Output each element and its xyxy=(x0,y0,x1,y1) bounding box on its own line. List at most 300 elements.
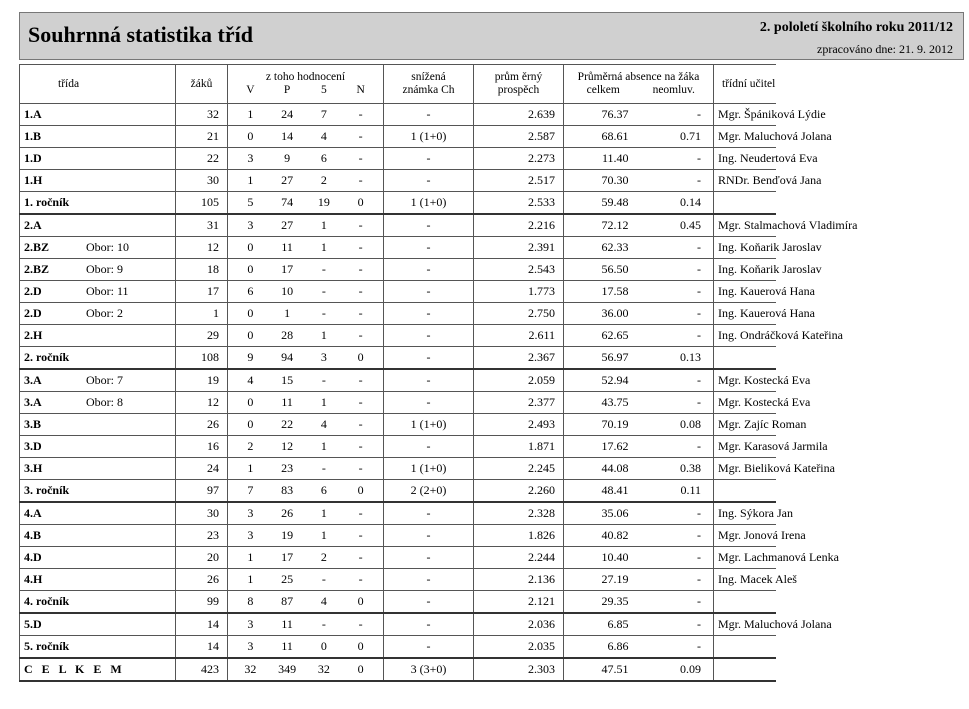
reduced-grade: 1 (1+0) xyxy=(410,194,447,209)
average-cell xyxy=(474,658,564,681)
grade-n: - xyxy=(358,460,363,475)
header-average-line2: prospěch xyxy=(497,84,540,96)
class-cell xyxy=(20,126,176,148)
absence-unexcused: - xyxy=(697,571,701,586)
teacher-cell xyxy=(714,458,835,480)
average-grade: 2.303 xyxy=(528,661,555,676)
class-name: 2.D xyxy=(24,283,42,298)
reduced-grade: - xyxy=(426,638,431,653)
reduced-grade-cell xyxy=(384,636,474,659)
grades-cell xyxy=(228,591,384,614)
absence-total: 70.19 xyxy=(601,416,629,431)
grade-counts xyxy=(232,174,379,187)
absence-values xyxy=(568,551,709,564)
students-cell xyxy=(176,170,228,192)
grade-f: 1 xyxy=(320,505,327,520)
class-teacher: Mgr. Jonová Irena xyxy=(718,527,806,542)
year-summary-row xyxy=(20,192,776,215)
average-grade: 2.391 xyxy=(528,239,555,254)
reduced-grade-cell xyxy=(384,259,474,281)
class-name: 3.D xyxy=(24,438,42,453)
grade-p: 23 xyxy=(281,460,294,475)
absence-cell xyxy=(564,658,714,681)
absence-values xyxy=(568,663,709,676)
absence-cell xyxy=(564,126,714,148)
students-cell xyxy=(176,613,228,636)
grade-p: 19 xyxy=(281,527,294,542)
absence-unexcused: - xyxy=(697,172,701,187)
average-grade: 2.533 xyxy=(528,194,555,209)
absence-unexcused: - xyxy=(697,549,701,564)
students-cell xyxy=(176,259,228,281)
header-absence-total: celkem xyxy=(586,84,620,96)
reduced-grade: - xyxy=(426,239,431,254)
grade-counts xyxy=(232,241,379,254)
average-cell xyxy=(474,325,564,347)
grade-n: - xyxy=(358,327,363,342)
grade-v: 3 xyxy=(247,505,254,520)
grade-p: 94 xyxy=(281,349,294,364)
class-cell xyxy=(20,525,176,547)
grade-n: - xyxy=(358,616,363,631)
students-count: 30 xyxy=(207,172,219,187)
students-count: 32 xyxy=(207,106,219,121)
absence-values xyxy=(568,418,709,431)
reduced-grade-cell xyxy=(384,126,474,148)
grade-n: - xyxy=(358,394,363,409)
average-grade: 1.871 xyxy=(528,438,555,453)
teacher-cell xyxy=(714,480,776,503)
reduced-grade-cell xyxy=(384,170,474,192)
reduced-grade: 1 (1+0) xyxy=(410,460,447,475)
grade-v: 3 xyxy=(247,217,254,232)
absence-unexcused: 0.45 xyxy=(680,217,701,232)
average-grade: 2.059 xyxy=(528,372,555,387)
students-cell xyxy=(176,104,228,126)
class-branch: Obor: 11 xyxy=(86,283,129,298)
absence-cell xyxy=(564,547,714,569)
average-cell xyxy=(474,636,564,659)
grade-n: 0 xyxy=(357,349,364,364)
grade-counts xyxy=(232,196,379,209)
absence-values xyxy=(568,351,709,364)
table-row xyxy=(20,369,776,392)
class-branch: Obor: 2 xyxy=(86,305,123,320)
absence-cell xyxy=(564,480,714,503)
grade-f: 1 xyxy=(320,217,327,232)
absence-values xyxy=(568,573,709,586)
reduced-grade: - xyxy=(426,283,431,298)
class-cell xyxy=(20,480,176,503)
absence-unexcused: 0.71 xyxy=(680,128,701,143)
students-cell xyxy=(176,569,228,591)
students-count: 21 xyxy=(207,128,219,143)
absence-total: 40.82 xyxy=(601,527,629,542)
grade-v: 32 xyxy=(244,661,257,676)
absence-unexcused: - xyxy=(697,150,701,165)
grades-cell xyxy=(228,303,384,325)
class-cell xyxy=(20,613,176,636)
table-row xyxy=(20,525,776,547)
class-cell xyxy=(20,591,176,614)
grade-n: - xyxy=(358,527,363,542)
reduced-grade-cell xyxy=(384,569,474,591)
grade-p: 22 xyxy=(281,416,294,431)
grade-p: 10 xyxy=(281,283,294,298)
teacher-cell xyxy=(714,170,822,192)
reduced-grade: - xyxy=(426,372,431,387)
average-grade: 2.587 xyxy=(528,128,555,143)
grade-n: - xyxy=(358,128,363,143)
absence-total: 36.00 xyxy=(601,305,629,320)
class-name: 2.BZ xyxy=(24,261,50,276)
header-class: třída xyxy=(20,65,176,104)
students-count: 108 xyxy=(201,349,219,364)
grade-p: 14 xyxy=(281,128,294,143)
reduced-grade-cell xyxy=(384,658,474,681)
absence-values xyxy=(568,285,709,298)
grade-f: 1 xyxy=(320,394,327,409)
average-grade: 1.773 xyxy=(528,283,555,298)
grade-n: - xyxy=(358,172,363,187)
reduced-grade-cell xyxy=(384,214,474,237)
table-row xyxy=(20,414,776,436)
grade-v: 1 xyxy=(247,571,254,586)
teacher-cell xyxy=(714,148,818,170)
average-cell xyxy=(474,369,564,392)
class-name: 3.B xyxy=(24,416,42,431)
average-grade: 2.216 xyxy=(528,217,555,232)
grade-n: - xyxy=(358,571,363,586)
grade-p: 11 xyxy=(281,638,293,653)
class-name: 4.H xyxy=(24,571,43,586)
header-reduced-grade xyxy=(384,65,474,104)
average-grade: 2.517 xyxy=(528,172,555,187)
students-count: 97 xyxy=(207,482,219,497)
average-cell xyxy=(474,126,564,148)
grade-counts xyxy=(232,573,379,586)
average-cell xyxy=(474,414,564,436)
absence-cell xyxy=(564,525,714,547)
class-name: 5.D xyxy=(24,616,42,631)
students-count: 23 xyxy=(207,527,219,542)
processed-date: zpracováno dne: 21. 9. 2012 xyxy=(817,42,953,56)
average-cell xyxy=(474,192,564,215)
grades-cell xyxy=(228,325,384,347)
grades-cell xyxy=(228,369,384,392)
grade-v: 0 xyxy=(247,261,254,276)
class-name: C E L K E M xyxy=(24,661,125,676)
absence-total: 70.30 xyxy=(601,172,629,187)
class-teacher: Mgr. Karasová Jarmila xyxy=(718,438,828,453)
grade-n: 0 xyxy=(357,661,364,676)
reduced-grade-cell xyxy=(384,591,474,614)
grade-counts xyxy=(232,108,379,121)
grades-cell xyxy=(228,126,384,148)
grade-counts xyxy=(232,440,379,453)
grade-v: 8 xyxy=(247,593,254,608)
students-count: 31 xyxy=(207,217,219,232)
grade-counts xyxy=(232,529,379,542)
absence-unexcused: - xyxy=(697,261,701,276)
reduced-grade: - xyxy=(426,150,431,165)
absence-values xyxy=(568,241,709,254)
grade-p: 27 xyxy=(281,172,294,187)
students-cell xyxy=(176,658,228,681)
students-count: 12 xyxy=(207,239,219,254)
year-summary-row xyxy=(20,480,776,503)
reduced-grade: - xyxy=(426,217,431,232)
grade-p: 349 xyxy=(278,661,297,676)
class-cell xyxy=(20,414,176,436)
table-row xyxy=(20,502,776,525)
students-count: 22 xyxy=(207,150,219,165)
grade-v: 0 xyxy=(247,128,254,143)
teacher-cell xyxy=(714,237,822,259)
grade-v: 0 xyxy=(247,416,254,431)
grades-cell xyxy=(228,259,384,281)
class-cell xyxy=(20,259,176,281)
table-row xyxy=(20,458,776,480)
average-cell xyxy=(474,480,564,503)
class-teacher: Ing. Macek Aleš xyxy=(718,571,797,586)
absence-unexcused: - xyxy=(697,616,701,631)
header-grades-title: z toho hodnocení xyxy=(265,71,346,84)
average-grade: 2.036 xyxy=(528,616,555,631)
reduced-grade-cell xyxy=(384,148,474,170)
grade-f: 7 xyxy=(320,106,327,121)
reduced-grade: 1 (1+0) xyxy=(410,128,447,143)
absence-values xyxy=(568,152,709,165)
grade-n: 0 xyxy=(357,194,364,209)
class-branch: Obor: 9 xyxy=(86,261,123,276)
average-cell xyxy=(474,148,564,170)
class-name: 1. ročník xyxy=(24,194,70,209)
students-count: 18 xyxy=(207,261,219,276)
absence-cell xyxy=(564,569,714,591)
average-grade: 2.136 xyxy=(528,571,555,586)
grade-f: 4 xyxy=(320,128,327,143)
teacher-cell xyxy=(714,392,811,414)
header-students: žáků xyxy=(176,65,228,104)
students-cell xyxy=(176,547,228,569)
grade-f: - xyxy=(321,460,326,475)
average-cell xyxy=(474,214,564,237)
school-period: 2. pololetí školního roku 2011/12 xyxy=(759,20,953,35)
year-summary-row xyxy=(20,591,776,614)
reduced-grade-cell xyxy=(384,458,474,480)
header-grade-p: P xyxy=(283,84,291,96)
absence-values xyxy=(568,462,709,475)
students-cell xyxy=(176,392,228,414)
absence-total: 6.85 xyxy=(607,616,629,631)
average-grade: 2.750 xyxy=(528,305,555,320)
class-name: 3.A xyxy=(24,394,42,409)
reduced-grade-cell xyxy=(384,325,474,347)
average-cell xyxy=(474,237,564,259)
table-row xyxy=(20,104,776,126)
absence-cell xyxy=(564,613,714,636)
teacher-cell xyxy=(714,347,776,370)
grade-v: 0 xyxy=(247,239,254,254)
absence-values xyxy=(568,618,709,631)
grade-v: 3 xyxy=(247,638,254,653)
absence-unexcused: 0.14 xyxy=(680,194,701,209)
grade-p: 74 xyxy=(281,194,294,209)
average-cell xyxy=(474,591,564,614)
absence-values xyxy=(568,108,709,121)
grade-counts xyxy=(232,351,379,364)
class-name: 4.D xyxy=(24,549,42,564)
class-name: 4. ročník xyxy=(24,593,70,608)
absence-cell xyxy=(564,636,714,659)
absence-unexcused: - xyxy=(697,283,701,298)
teacher-cell xyxy=(714,525,806,547)
header-absence-sub xyxy=(568,84,709,97)
students-count: 19 xyxy=(207,372,219,387)
grade-f: 32 xyxy=(317,661,330,676)
grade-p: 24 xyxy=(281,106,294,121)
reduced-grade: - xyxy=(426,394,431,409)
students-cell xyxy=(176,148,228,170)
grade-v: 0 xyxy=(247,327,254,342)
grade-f: - xyxy=(321,372,326,387)
grades-cell xyxy=(228,613,384,636)
grade-p: 1 xyxy=(284,305,291,320)
class-branch: Obor: 10 xyxy=(86,239,129,254)
absence-total: 56.97 xyxy=(601,349,629,364)
report-header xyxy=(19,12,964,60)
absence-total: 6.86 xyxy=(607,638,629,653)
grades-cell xyxy=(228,237,384,259)
grade-v: 6 xyxy=(247,283,254,298)
students-cell xyxy=(176,414,228,436)
grades-cell xyxy=(228,502,384,525)
reduced-grade: - xyxy=(426,505,431,520)
grade-n: - xyxy=(358,416,363,431)
class-name: 3.H xyxy=(24,460,43,475)
class-name: 2.H xyxy=(24,327,43,342)
reduced-grade-cell xyxy=(384,392,474,414)
absence-unexcused: - xyxy=(697,327,701,342)
class-teacher: Ing. Neudertová Eva xyxy=(718,150,818,165)
reduced-grade-cell xyxy=(384,104,474,126)
students-cell xyxy=(176,436,228,458)
header-reduced-line2: známka Ch xyxy=(402,84,455,96)
average-cell xyxy=(474,347,564,370)
reduced-grade: - xyxy=(426,349,431,364)
grade-counts xyxy=(232,663,379,676)
table-row xyxy=(20,237,776,259)
grade-f: 1 xyxy=(320,438,327,453)
absence-total: 47.51 xyxy=(601,661,629,676)
reduced-grade-cell xyxy=(384,480,474,503)
grade-p: 11 xyxy=(281,394,293,409)
class-teacher: Mgr. Bieliková Kateřina xyxy=(718,460,835,475)
grade-counts xyxy=(232,484,379,497)
average-grade: 1.826 xyxy=(528,527,555,542)
class-teacher: Mgr. Maluchová Jolana xyxy=(718,128,832,143)
students-count: 20 xyxy=(207,549,219,564)
absence-total: 27.19 xyxy=(601,571,629,586)
class-branch: Obor: 8 xyxy=(86,394,123,409)
grade-v: 0 xyxy=(247,305,254,320)
students-cell xyxy=(176,126,228,148)
students-count: 12 xyxy=(207,394,219,409)
students-count: 14 xyxy=(207,616,219,631)
class-cell xyxy=(20,392,176,414)
class-cell xyxy=(20,237,176,259)
grade-p: 28 xyxy=(281,327,294,342)
header-grade-letters xyxy=(232,84,379,97)
students-count: 30 xyxy=(207,505,219,520)
grade-counts xyxy=(232,263,379,276)
class-name: 1.D xyxy=(24,150,42,165)
average-cell xyxy=(474,104,564,126)
grade-f: - xyxy=(321,571,326,586)
absence-values xyxy=(568,329,709,342)
table-row xyxy=(20,259,776,281)
grade-counts xyxy=(232,130,379,143)
class-cell xyxy=(20,192,176,215)
grade-f: 0 xyxy=(320,638,327,653)
grade-n: - xyxy=(358,438,363,453)
total-row xyxy=(20,658,776,681)
teacher-cell xyxy=(714,214,858,237)
grade-f: 1 xyxy=(320,527,327,542)
absence-unexcused: 0.38 xyxy=(680,460,701,475)
class-cell xyxy=(20,436,176,458)
absence-unexcused: 0.08 xyxy=(680,416,701,431)
absence-unexcused: 0.13 xyxy=(680,349,701,364)
grade-counts xyxy=(232,595,379,608)
absence-total: 17.62 xyxy=(601,438,629,453)
reduced-grade-cell xyxy=(384,502,474,525)
class-cell xyxy=(20,303,176,325)
grade-f: 3 xyxy=(320,349,327,364)
class-name: 3.A xyxy=(24,372,42,387)
students-cell xyxy=(176,192,228,215)
class-statistics-table xyxy=(19,64,858,682)
class-name: 3. ročník xyxy=(24,482,70,497)
students-count: 24 xyxy=(207,460,219,475)
average-cell xyxy=(474,303,564,325)
students-count: 17 xyxy=(207,283,219,298)
table-row xyxy=(20,126,776,148)
grade-counts xyxy=(232,418,379,431)
class-teacher: Ing. Koňarik Jaroslav xyxy=(718,261,822,276)
absence-cell xyxy=(564,237,714,259)
header-grade-v: V xyxy=(246,84,255,96)
table-row xyxy=(20,436,776,458)
grade-v: 1 xyxy=(247,549,254,564)
absence-unexcused: 0.09 xyxy=(680,661,701,676)
absence-cell xyxy=(564,502,714,525)
class-name: 1.B xyxy=(24,128,42,143)
table-row xyxy=(20,613,776,636)
absence-unexcused: - xyxy=(697,593,701,608)
grades-cell xyxy=(228,658,384,681)
table-row xyxy=(20,547,776,569)
class-cell xyxy=(20,458,176,480)
reduced-grade-cell xyxy=(384,281,474,303)
grades-cell xyxy=(228,192,384,215)
header-reduced-line1: snížená xyxy=(411,71,446,84)
teacher-cell xyxy=(714,104,826,126)
class-cell xyxy=(20,369,176,392)
absence-values xyxy=(568,307,709,320)
grade-counts xyxy=(232,551,379,564)
